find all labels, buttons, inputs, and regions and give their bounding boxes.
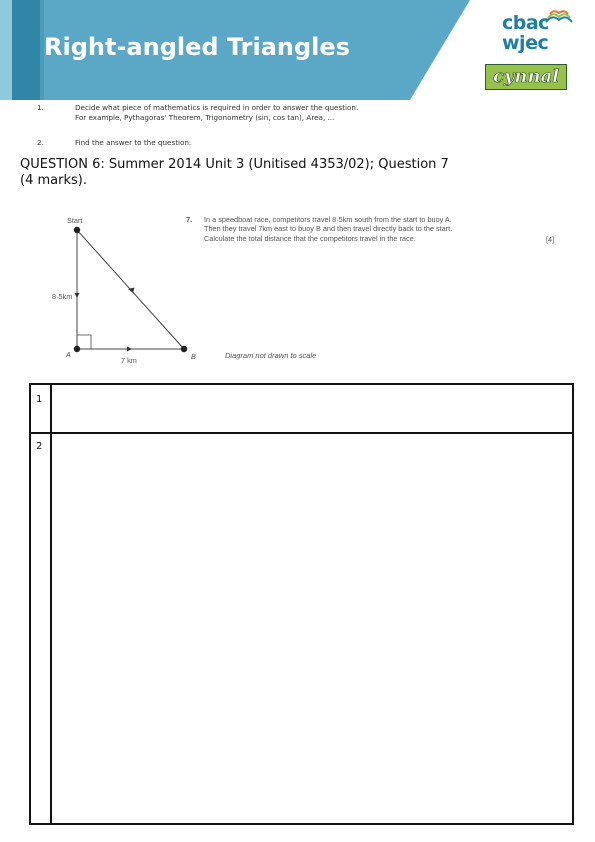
start-point [74,227,80,233]
instruction-1 [75,103,358,123]
cynnal-badge [485,64,567,90]
answer-row-label: 1 [36,394,43,405]
cynnal-text: cynnal [493,66,560,87]
right-angle-mark [77,335,91,349]
horizontal-length-label: 7 km [121,356,137,365]
table-divider-vertical [50,385,52,823]
instruction-line: Decide what piece of mathematics is required in order to answer the question. [75,103,359,112]
logo-line-wjec: wjec [502,32,549,54]
answer-row-label: 2 [36,441,43,452]
instruction-number: 2. [37,138,44,147]
instruction-line: For example, Pythagoras' Theorem, Trigonometry (sin, cos tan), Area, ... [75,113,335,122]
instruction-number: 1. [37,103,44,112]
question-heading [20,157,500,189]
side-b-start [77,230,184,349]
exam-question-text [204,215,452,243]
page-title: Right-angled Triangles [44,33,350,61]
buoy-b-point [181,346,187,352]
direction-arrow-south [75,293,80,298]
answer-cell-1[interactable] [54,387,570,429]
exam-question-marks: [4] [546,235,555,244]
diagram-caption: Diagram not drawn to scale [225,351,317,360]
buoy-b-label: B [191,352,196,361]
exam-question-line: Then they travel 7km east to buoy B and then travel directly back to the start. [204,224,453,234]
table-divider-horizontal [31,432,572,434]
direction-arrow-return [128,288,135,294]
question-heading-line: QUESTION 6: Summer 2014 Unit 3 (Unitised 4353/02); Question 7 [20,157,449,172]
exam-question-line: In a speedboat race, competitors travel 8·5km south from the start to buoy A. [204,215,452,224]
buoy-a-label: A [66,350,71,359]
answer-cell-2[interactable] [54,436,570,821]
instruction-2 [75,138,191,148]
cbac-wjec-logo [480,4,590,96]
exam-question-line: Calculate the total distance that the competitors travel in the race. [204,233,416,243]
buoy-a-point [74,346,80,352]
question-heading-line: (4 marks). [20,173,87,188]
logo-line-cbac: cbac [502,12,549,34]
direction-arrow-east [127,347,132,352]
start-label: Start [67,216,83,225]
book-icon [544,8,574,30]
vertical-length-label: 8·5km [52,292,73,301]
answer-table [29,383,574,825]
instruction-line: Find the answer to the question. [75,138,192,147]
exam-question-number: 7. [186,215,193,224]
